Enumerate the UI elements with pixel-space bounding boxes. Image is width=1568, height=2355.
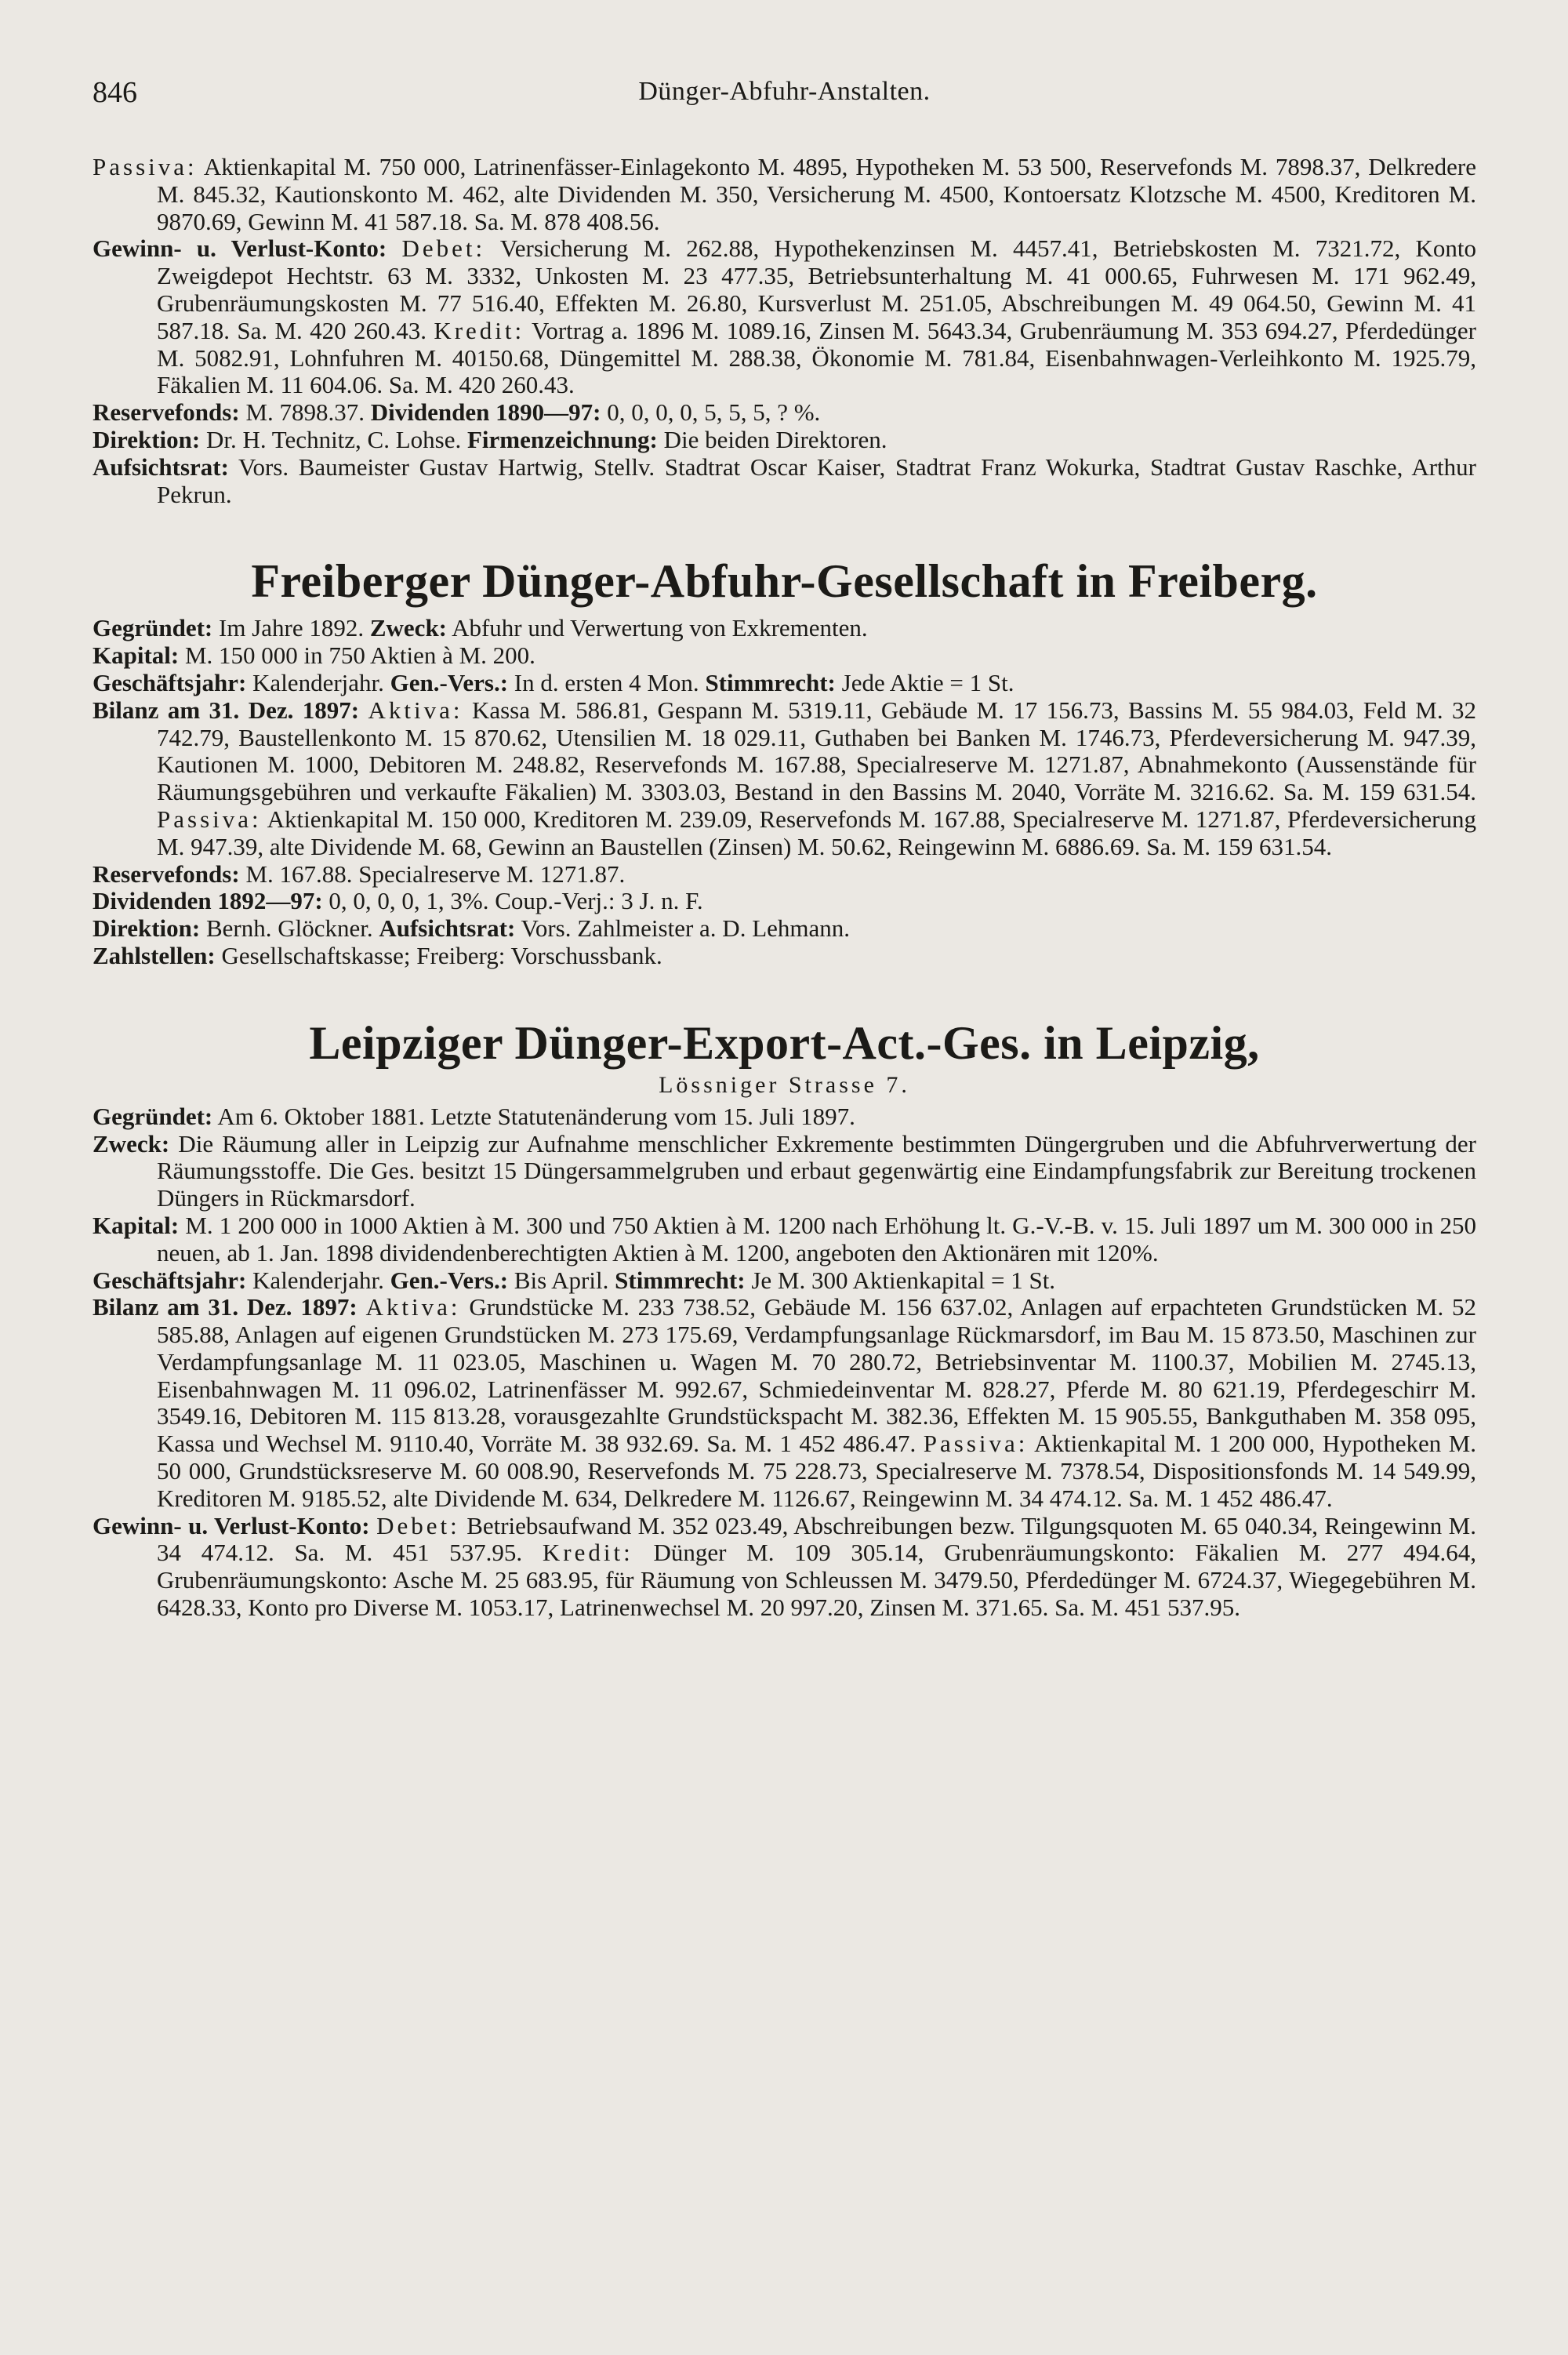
- gewinn-verlust-label: Gewinn- u. Verlust-Konto:: [93, 1511, 370, 1539]
- geschaeftsjahr-text: Kalenderjahr.: [252, 668, 384, 696]
- page-header: [93, 75, 1476, 122]
- zahlstellen-text: Gesellschaftskasse; Freiberg: Vorschussbank.: [221, 941, 662, 969]
- aufsichtsrat-text: Vors. Zahlmeister a. D. Lehmann.: [521, 914, 851, 943]
- freiberg-bilanz: [93, 697, 1476, 861]
- direktion-label: Direktion:: [93, 914, 201, 943]
- kapital-text: M. 1 200 000 in 1000 Aktien à M. 300 und 750 Aktien à M. 1200 nach Erhöhung lt. G.-V.-B. v. 15. Juli 1897 um M. 300 000 in 250 neuen, ab 1. Jan. 1898 dividendenberechtigten Aktien à M. 1200, angeboten den Aktionären mit 120%.: [157, 1211, 1476, 1267]
- zweck-label: Zweck:: [93, 1129, 170, 1158]
- bilanz-label: Bilanz am 31. Dez. 1897:: [93, 1293, 358, 1321]
- aufsichtsrat-text: Vors. Baumeister Gustav Hartwig, Stellv. Stadtrat Oscar Kaiser, Stadtrat Franz Wokurka, Stadtrat Gustav Raschke, Arthur Pekrun.: [157, 452, 1476, 508]
- passiva-text: Aktienkapital M. 750 000, Latrinenfässer-Einlagekonto M. 4895, Hypotheken M. 53 500, Reservefonds M. 7898.37, Delkredere M. 845.32, Kautionskonto M. 462, alte Dividenden M. 350, Versicherung M. 4500, Kontoersatz Klotzsche M. 4500, Kreditoren M. 9870.69, Gewinn M. 41 587.18. Sa. M. 878 408.56.: [157, 153, 1476, 235]
- zahlstellen-label: Zahlstellen:: [93, 941, 216, 969]
- gen-vers-label: Gen.-Vers.:: [390, 1266, 509, 1294]
- passiva-label: Passiva:: [923, 1430, 1029, 1458]
- direktion-text: Bernh. Glöckner.: [205, 914, 373, 943]
- passiva-label: Passiva:: [93, 153, 198, 180]
- section-address-leipzig: Lössniger Strasse 7.: [659, 1071, 910, 1098]
- reservefonds-paragraph: [93, 399, 1476, 427]
- gegruendet-label: Gegründet:: [93, 614, 213, 642]
- dividenden-label: Dividenden 1890—97:: [370, 398, 601, 427]
- running-title: Dünger-Abfuhr-Anstalten.: [638, 77, 931, 106]
- freiberg-zahlstellen: [93, 943, 1476, 970]
- passiva-text: Aktienkapital M. 1 200 000, Hypotheken M. 50 000, Grundstücksreserve M. 60 008.90, Reservefonds M. 75 228.73, Specialreserve M. 7378.54, Dispositionsfonds M. 14 549.99, Kreditoren M. 9185.52, alte Dividende M. 634, Delkredere M. 1126.67, Reingewinn M. 34 474.12. Sa. M. 1 452 486.47.: [157, 1430, 1477, 1512]
- geschaeftsjahr-label: Geschäftsjahr:: [93, 1266, 247, 1294]
- kredit-label: Kredit:: [434, 316, 525, 344]
- gegruendet-label: Gegründet:: [93, 1102, 213, 1130]
- firmenzeichnung-label: Firmenzeichnung:: [467, 425, 658, 453]
- dividenden-label: Dividenden 1892—97:: [93, 887, 323, 915]
- section-title-freiberg: Freiberger Dünger-Abfuhr-Gesellschaft in Freiberg.: [251, 555, 1318, 608]
- aufsichtsrat-label: Aufsichtsrat:: [93, 452, 229, 481]
- gewinn-verlust-paragraph: [93, 235, 1476, 399]
- reservefonds-text: M. 167.88. Specialreserve M. 1271.87.: [245, 860, 626, 888]
- aktiva-label: Aktiva:: [365, 1293, 461, 1321]
- direktion-text: Dr. H. Technitz, C. Lohse.: [205, 425, 462, 453]
- leipzig-kapital: [93, 1212, 1476, 1267]
- gegruendet-text: Im Jahre 1892.: [219, 614, 365, 642]
- aktiva-text: Kassa M. 586.81, Gespann M. 5319.11, Gebäude M. 17 156.73, Bassins M. 55 984.03, Feld M. 32 742.79, Baustellenkonto M. 15 870.62, Utensilien M. 18 029.11, Guthaben bei Banken M. 1746.73, Pferdeversicherung M. 947.39, Kautionen M. 1000, Debitoren M. 248.82, Reservefonds M. 167.88, Specialreserve M. 1271.87, Abnahmekonto (Aussenstände für Räumungsgebühren und verkaufte Fäkalien) M. 3303.03, Bestand in den Bassins M. 2040, Vorräte M. 3216.62. Sa. M. 159 631.54.: [157, 696, 1476, 806]
- zweck-text: Abfuhr und Verwertung von Exkrementen.: [452, 614, 868, 642]
- leipzig-gegruendet: [93, 1103, 1476, 1131]
- freiberg-reservefonds: [93, 861, 1476, 889]
- firmenzeichnung-text: Die beiden Direktoren.: [663, 425, 887, 453]
- gen-vers-text: Bis April.: [514, 1266, 609, 1294]
- gewinn-verlust-label: Gewinn- u. Verlust-Konto:: [93, 234, 387, 263]
- debet-text: Versicherung M. 262.88, Hypothekenzinsen M. 4457.41, Betriebskosten M. 7321.72, Konto Zweigdepot Hechtstr. 63 M. 3332, Unkosten M. 23 477.35, Betriebsunterhaltung M. 41 000.65, Fuhrwesen M. 171 962.49, Grubenräumungskosten M. 77 516.40, Effekten M. 26.80, Kursverlust M. 251.05, Abschreibungen M. 49 064.50, Gewinn M. 41 587.18. Sa. M. 420 260.43.: [157, 234, 1477, 344]
- stimmrecht-text: Jede Aktie = 1 St.: [841, 668, 1014, 696]
- stimmrecht-label: Stimmrecht:: [615, 1266, 746, 1294]
- zweck-label: Zweck:: [369, 614, 448, 642]
- freiberg-gegruendet: [93, 615, 1476, 642]
- freiberg-geschaeftsjahr: [93, 670, 1476, 697]
- aktiva-label: Aktiva:: [368, 696, 463, 724]
- leipzig-geschaeftsjahr: [93, 1267, 1476, 1295]
- geschaeftsjahr-text: Kalenderjahr.: [252, 1266, 384, 1294]
- kredit-label: Kredit:: [542, 1539, 633, 1567]
- passiva-label: Passiva:: [157, 805, 262, 833]
- stimmrecht-text: Je M. 300 Aktienkapital = 1 St.: [751, 1266, 1056, 1294]
- aufsichtsrat-label: Aufsichtsrat:: [379, 914, 516, 943]
- aufsichtsrat-paragraph: [93, 454, 1476, 509]
- freiberg-kapital: [93, 642, 1476, 670]
- gen-vers-label: Gen.-Vers.:: [390, 668, 509, 696]
- freiberg-dividenden: [93, 888, 1476, 915]
- gen-vers-text: In d. ersten 4 Mon.: [514, 668, 699, 696]
- reservefonds-label: Reservefonds:: [93, 398, 240, 427]
- kapital-label: Kapital:: [93, 641, 180, 670]
- kredit-text: Vortrag a. 1896 M. 1089.16, Zinsen M. 5643.34, Grubenräumung M. 353 694.27, Pferdedünger M. 5082.91, Lohnfuhren M. 40150.68, Düngemittel M. 288.38, Ökonomie M. 781.84, Eisenbahnwagen-Verleihkonto M. 1925.79, Fäkalien M. 11 604.06. Sa. M. 420 260.43.: [157, 316, 1477, 399]
- geschaeftsjahr-label: Geschäftsjahr:: [93, 668, 247, 696]
- kapital-label: Kapital:: [93, 1211, 180, 1239]
- kapital-text: M. 150 000 in 750 Aktien à M. 200.: [184, 641, 535, 670]
- leipzig-zweck: [93, 1131, 1476, 1212]
- section-title-leipzig: Leipziger Dünger-Export-Act.-Ges. in Leipzig,: [309, 1016, 1260, 1069]
- stimmrecht-label: Stimmrecht:: [705, 668, 836, 696]
- leipzig-gewinn-verlust: [93, 1513, 1476, 1622]
- page-content: [93, 154, 1476, 1622]
- leipzig-bilanz: [93, 1294, 1476, 1512]
- passiva-text: Aktienkapital M. 150 000, Kreditoren M. 239.09, Reservefonds M. 167.88, Specialreserve M. 1271.87, Pferdeversicherung M. 947.39, alte Dividende M. 68, Gewinn an Baustellen (Zinsen) M. 50.62, Reingewinn M. 6886.69. Sa. M. 159 631.54.: [157, 805, 1477, 860]
- aktiva-text: Grundstücke M. 233 738.52, Gebäude M. 156 637.02, Anlagen auf erpachteten Grundstücken M. 52 585.88, Anlagen auf eigenen Grundstücken M. 273 175.69, Verdampfungsanlage Rückmarsdorf, im Bau M. 15 873.50, Maschinen zur Verdampfungsanlage M. 11 023.05, Maschinen u. Wagen M. 70 280.72, Betriebsinventar M. 1100.37, Mobilien M. 2745.13, Eisenbahnwagen M. 11 096.02, Latrinenfässer M. 992.67, Schmiedeinventar M. 828.27, Pferde M. 80 621.19, Pferdegeschirr M. 3549.16, Debitoren M. 115 813.28, vorausgezahlte Grundstückspacht M. 382.36, Effekten M. 15 905.55, Bankguthaben M. 358 095, Kassa und Wechsel M. 9110.40, Vorräte M. 38 932.69. Sa. M. 1 452 486.47.: [157, 1293, 1477, 1458]
- kredit-text: Dünger M. 109 305.14, Grubenräumungskonto: Fäkalien M. 277 494.64, Grubenräumungskonto: Asche M. 25 683.95, für Räumung von Schleussen M. 3479.50, Pferdedünger M. 6724.37, Wiegegebühren M. 6428.33, Konto pro Diverse M. 1053.17, Latrinenwechsel M. 20 997.20, Zinsen M. 371.65. Sa. M. 451 537.95.: [157, 1539, 1477, 1622]
- reservefonds-label: Reservefonds:: [93, 860, 240, 888]
- direktion-paragraph: [93, 427, 1476, 454]
- bilanz-label: Bilanz am 31. Dez. 1897:: [93, 696, 360, 724]
- direktion-label: Direktion:: [93, 425, 201, 453]
- page-number: 846: [93, 76, 137, 109]
- gegruendet-text: Am 6. Oktober 1881. Letzte Statutenänderung vom 15. Juli 1897.: [217, 1102, 855, 1130]
- debet-label: Debet:: [376, 1511, 460, 1539]
- dividenden-text: 0, 0, 0, 0, 1, 3%. Coup.-Verj.: 3 J. n. F.: [328, 887, 703, 915]
- passiva-paragraph: [93, 154, 1476, 235]
- freiberg-direktion: [93, 915, 1476, 943]
- zweck-text: Die Räumung aller in Leipzig zur Aufnahme menschlicher Exkremente bestimmten Düngergruben und die Abfuhrverwertung der Räumungsstoffe. Die Ges. besitzt 15 Düngersammelgruben und erbaut gegenwärtig eine Eindampfungsfabrik zur Bereitung trockenen Düngers in Rückmarsdorf.: [157, 1129, 1477, 1212]
- debet-label: Debet:: [401, 234, 486, 263]
- dividenden-text: 0, 0, 0, 0, 5, 5, 5, ? %.: [607, 398, 821, 427]
- reservefonds-text: M. 7898.37.: [245, 398, 365, 427]
- debet-text: Betriebsaufwand M. 352 023.49, Abschreibungen bezw. Tilgungsquoten M. 65 040.34, Reingewinn M. 34 474.12. Sa. M. 451 537.95.: [157, 1511, 1476, 1567]
